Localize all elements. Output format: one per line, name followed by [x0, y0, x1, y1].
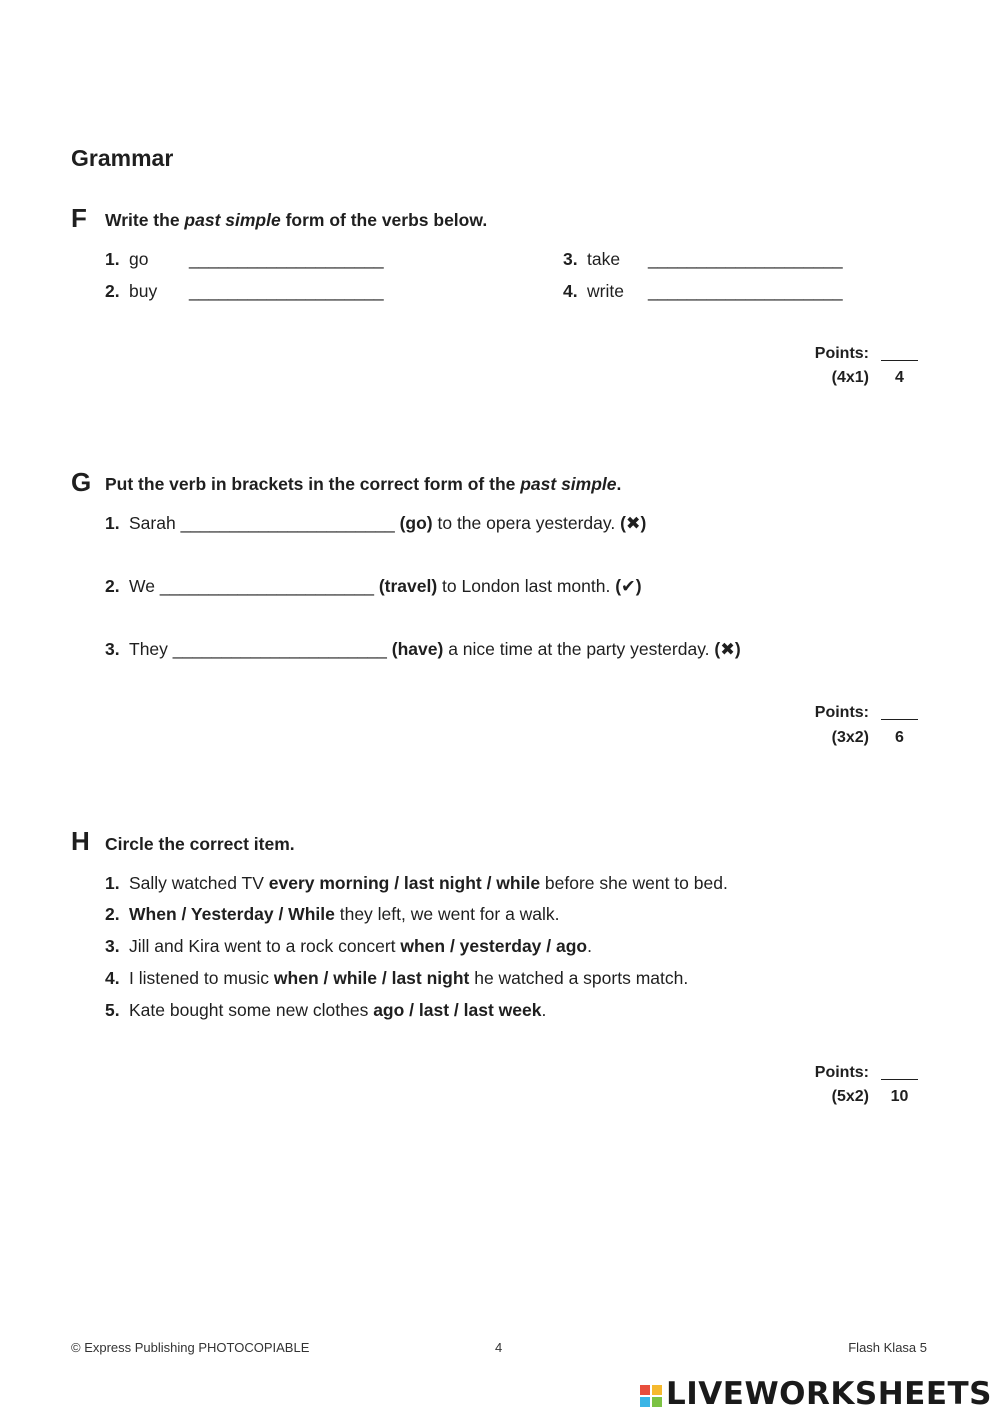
f-points-label: Points: — [814, 345, 869, 362]
h-item-1: 1. Sally watched TV every morning / last night / while before she went to bed. — [105, 873, 728, 893]
g-answer-blank-3[interactable]: ______________________ — [172, 639, 387, 659]
h-points-total: 10 — [890, 1088, 909, 1105]
f-answer-blank-3[interactable]: ____________________ — [648, 249, 843, 269]
g-item-1: 1. Sarah ______________________ (go) to the opera yesterday. (✖) — [105, 513, 647, 533]
liveworksheets-icon — [640, 1385, 662, 1407]
h-options-5[interactable]: ago / last / last week — [373, 1000, 542, 1020]
g-answer-blank-1[interactable]: ______________________ — [180, 513, 395, 533]
g-item-2: 2. We ______________________ (travel) to London last month. (✔) — [105, 576, 642, 596]
footer-page-number: 4 — [495, 1340, 503, 1355]
g-answer-blank-2[interactable]: ______________________ — [159, 576, 374, 596]
section-g-instruction: Put the verb in brackets in the correct form of the past simple. — [105, 474, 622, 494]
f-answer-blank-4[interactable]: ____________________ — [648, 281, 843, 301]
footer-copyright: © Express Publishing PHOTOCOPIABLE — [71, 1340, 310, 1355]
check-icon: (✔) — [615, 576, 642, 596]
g-points-score-blank[interactable] — [881, 705, 918, 720]
f-item-3: 3. take — [563, 249, 621, 269]
f-answer-blank-2[interactable]: ____________________ — [189, 281, 384, 301]
f-points-formula: (4x1) — [831, 369, 869, 386]
h-points-label: Points: — [814, 1064, 869, 1081]
h-points-formula: (5x2) — [831, 1088, 869, 1105]
section-f-letter: F — [71, 203, 87, 233]
g-points-total: 6 — [895, 729, 904, 746]
h-points-score-blank[interactable] — [881, 1065, 918, 1080]
h-options-4[interactable]: when / while / last night — [273, 968, 470, 988]
h-options-2[interactable]: When / Yesterday / While — [129, 904, 335, 924]
f-points-total: 4 — [895, 369, 904, 386]
cross-icon: (✖) — [620, 513, 647, 533]
footer-book-title: Flash Klasa 5 — [848, 1340, 927, 1355]
h-options-3[interactable]: when / yesterday / ago — [400, 936, 588, 956]
section-h-instruction: Circle the correct item. — [105, 834, 295, 854]
f-points-score-blank[interactable] — [881, 346, 918, 361]
f-item-2: 2. buy — [105, 281, 158, 301]
h-options-1[interactable]: every morning / last night / while — [268, 873, 541, 893]
g-item-3: 3. They ______________________ (have) a nice time at the party yesterday. (✖) — [105, 639, 741, 659]
h-item-5: 5. Kate bought some new clothes ago / last / last week. — [105, 1000, 547, 1020]
liveworksheets-logo[interactable]: LIVEWORKSHEETS — [640, 1376, 992, 1412]
page-title: Grammar — [71, 145, 174, 171]
h-item-4: 4. I listened to music when / while / last night he watched a sports match. — [105, 968, 689, 988]
cross-icon: (✖) — [714, 639, 741, 659]
section-g-letter: G — [71, 467, 92, 497]
f-answer-blank-1[interactable]: ____________________ — [189, 249, 384, 269]
section-h-letter: H — [71, 826, 90, 856]
g-points-label: Points: — [814, 704, 869, 721]
h-item-2: 2. When / Yesterday / While they left, we went for a walk. — [105, 904, 560, 924]
f-item-1: 1. go — [105, 249, 149, 269]
section-f-instruction: Write the past simple form of the verbs below. — [105, 210, 488, 230]
f-item-4: 4. write — [563, 281, 624, 301]
h-item-3: 3. Jill and Kira went to a rock concert when / yesterday / ago. — [105, 936, 592, 956]
g-points-formula: (3x2) — [831, 729, 869, 746]
